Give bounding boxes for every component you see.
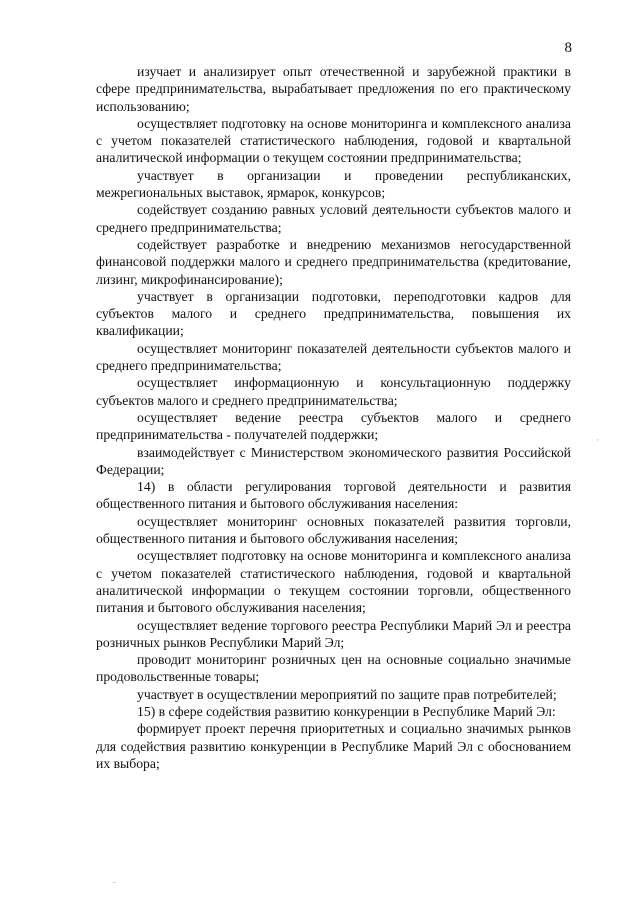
paragraph: формирует проект перечня приоритетных и социально значимых рынков для содействия развитию конкуренции в Республике Марий Эл с обоснованием их выбора; [96,721,571,771]
paragraph: осуществляет информационную и консультационную поддержку субъектов малого и среднего предпринимательства; [96,375,571,408]
paragraph: содействует разработке и внедрению механизмов негосударственной финансовой поддержки малого и среднего предпринимательства (кредитование, лизинг, микрофинансирование); [96,236,571,287]
document-body [96,63,571,772]
paragraph: проводит мониторинг розничных цен на основные социально значимые продовольственные товары; [96,652,571,685]
section-heading-15: 15) в сфере содействия развитию конкуренции в Республике Марий Эл: [137,703,556,719]
paragraph: изучает и анализирует опыт отечественной и зарубежной практики в сфере предпринимательства, вырабатывает предложения по его практическому использованию; [96,64,571,114]
paragraph: участвует в организации и проведении республиканских, межрегиональных выставок, ярмарок, конкурсов; [96,167,571,201]
scan-artifact-dot: · [596,435,599,445]
paragraph: осуществляет подготовку на основе мониторинга и комплексного анализа с учетом показателей статистического наблюдения, годовой и квартальной аналитической информации о текущем состоянии предпринимательства; [96,115,571,166]
paragraph: участвует в осуществлении мероприятий по защите прав потребителей; [137,686,557,702]
paragraph: содействует созданию равных условий деятельности субъектов малого и среднего предпринимательства; [96,202,571,235]
paragraph: осуществляет мониторинг основных показателей развития торговли, общественного питания и бытового обслуживания населения; [96,513,571,547]
paragraph: осуществляет ведение реестра субъектов малого и среднего предпринимательства - получателей поддержки; [96,409,571,443]
paragraph: осуществляет ведение торгового реестра Республики Марий Эл и реестра розничных рынков Республики Марий Эл; [96,617,571,650]
scan-artifact-mark: ⁻ [112,879,117,889]
paragraph: осуществляет подготовку на основе мониторинга и комплексного анализа с учетом показателей статистического наблюдения, годовой и квартальной аналитической информации о текущем состоянии торговли, общественного питания и бытового обслуживания населения; [96,548,571,616]
page-number: 8 [564,40,572,56]
paragraph: осуществляет мониторинг показателей деятельности субъектов малого и среднего предпринимательства; [96,340,571,374]
section-heading-14: 14) в области регулирования торговой деятельности и развития общественного питания и бытового обслуживания населения: [96,479,571,512]
paragraph: взаимодействует с Министерством экономического развития Российской Федерации; [96,444,571,477]
paragraph: участвует в организации подготовки, переподготовки кадров для субъектов малого и среднего предпринимательства, повышения их квалификации; [96,288,571,339]
